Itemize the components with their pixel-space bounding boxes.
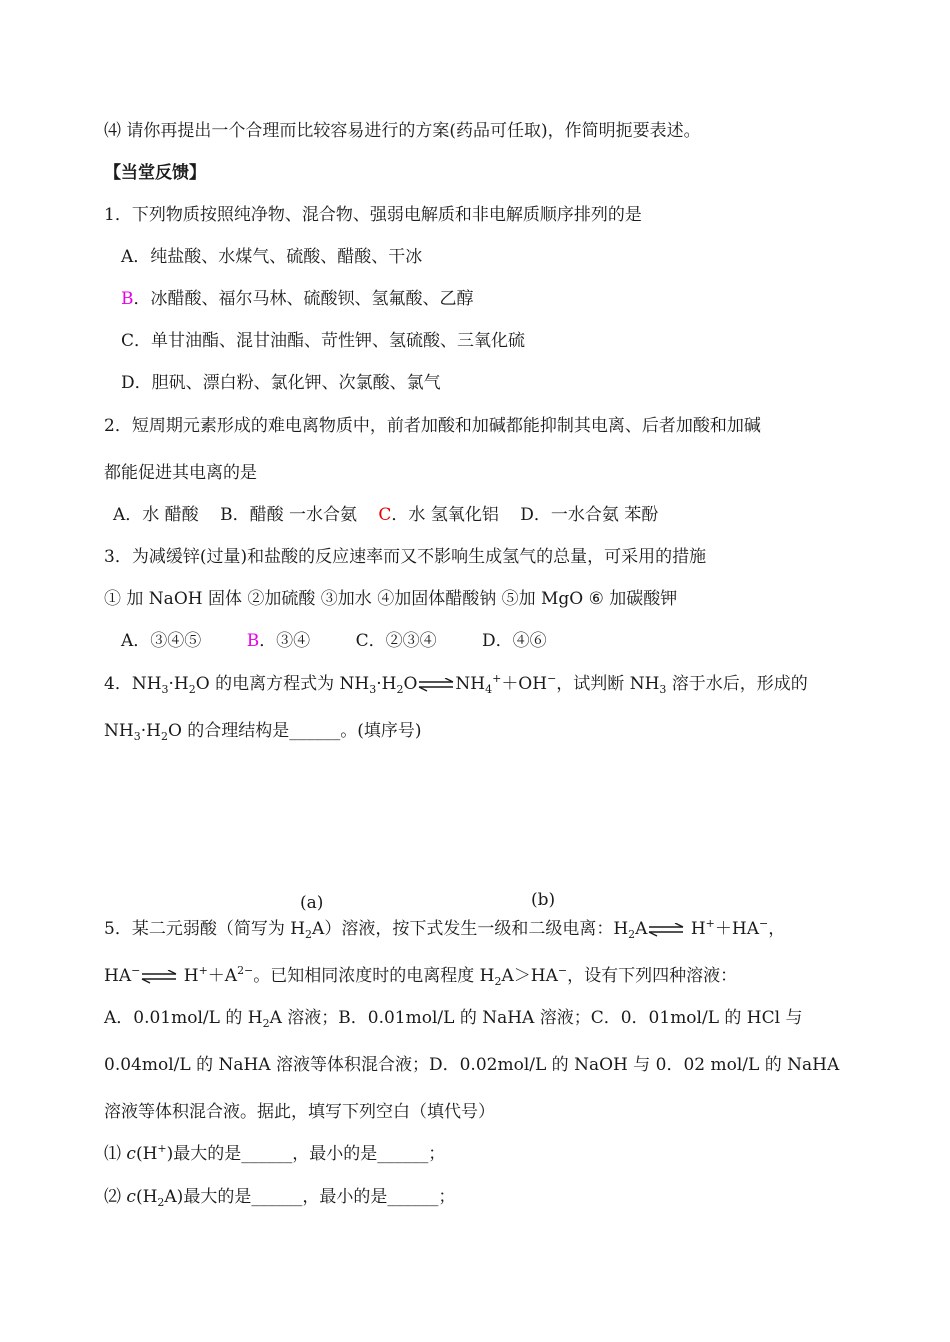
q3-option-a: A．③④⑤: [121, 631, 202, 651]
q3-option-d: D．④⑥: [482, 631, 547, 651]
q1-option-a: A．纯盐酸、水煤气、硫酸、醋酸、干冰: [121, 247, 423, 267]
q5-line3: A．0.01mol/L 的 $H_2A$ 溶液；B．0.01mol/L 的 NaHA 溶液；C．0．01mol/L 的 HCl 与: [104, 1008, 803, 1030]
q1-stem: 1．下列物质按照纯净物、混合物、强弱电解质和非电解质顺序排列的是: [104, 205, 642, 225]
equilibrium-arrow-icon: [140, 970, 178, 984]
q5-line5: 溶液等体积混合液。据此，填写下列空白（填代号）: [104, 1102, 495, 1122]
q4-structure-label-a: (a): [300, 893, 324, 913]
previous-question-4: ⑷ 请你再提出一个合理而比较容易进行的方案(药品可任取)，作简明扼要表述。: [104, 121, 701, 141]
q2-options: [113, 503, 658, 527]
q3-option-c: C．②③④: [355, 631, 437, 651]
equilibrium-arrow-icon: [647, 923, 685, 937]
equilibrium-arrow-icon: [417, 678, 455, 692]
q4-stem-line1: 4．$NH_3\cdot H_2O$ 的电离方程式为 $NH_3\cdot H_2O$ $NH_4^++OH^-$，试判断 $NH_3$ 溶于水后，形成的: [104, 672, 808, 696]
q3-measures: ① 加 NaOH 固体 ②加硫酸 ③加水 ④加固体醋酸钠 ⑤加 MgO ⑥ 加碳酸钾: [104, 589, 678, 609]
q1-option-b-text: ．冰醋酸、福尔马林、硫酸钡、氢氟酸、乙醇: [133, 289, 474, 309]
q3-stem: 3．为减缓锌(过量)和盐酸的反应速率而又不影响生成氢气的总量，可采用的措施: [104, 547, 707, 567]
section-title: 【当堂反馈】: [104, 163, 206, 183]
q4-stem-line2: $NH_3\cdot H_2O$ 的合理结构是______。(填序号): [104, 721, 422, 743]
q5-subquestion-1: ⑴ c(H+)最大的是______，最小的是______；: [104, 1142, 446, 1164]
q2-option-c-text: ．水 氢氧化铝: [391, 505, 499, 525]
q2-stem-line2: 都能促进其电离的是: [104, 463, 257, 483]
q3-option-b-text: ．③④: [259, 631, 311, 651]
q1-option-b-letter: B: [121, 289, 134, 309]
q1-option-c: C．单甘油酯、混甘油酯、苛性钾、氢硫酸、三氧化硫: [121, 331, 526, 351]
q5-subquestion-2: ⑵ $c(H_2A)$最大的是______，最小的是______；: [104, 1187, 456, 1209]
q3-options: [121, 629, 547, 653]
q2-option-d: D．一水合氨 苯酚: [520, 505, 659, 525]
q5-line4: 0.04mol/L 的 NaHA 溶液等体积混合液；D．0.02mol/L 的 NaOH 与 0．02 mol/L 的 NaHA: [104, 1055, 840, 1075]
q4-structure-label-b: (b): [531, 890, 556, 910]
q2-option-a: A．水 醋酸: [113, 505, 199, 525]
q5-line2: HA− $H^++A^{2-}$。已知相同浓度时的电离程度 $H_2A>HA^-$，设有下列四种溶液：: [104, 964, 738, 988]
q3-option-b-letter: B: [246, 631, 260, 651]
q2-option-c-letter: C: [378, 505, 392, 525]
q1-option-d: D．胆矾、漂白粉、氯化钾、次氯酸、氯气: [121, 373, 441, 393]
q1-option-b: [121, 287, 474, 311]
q2-option-b: B．醋酸 一水合氨: [220, 505, 357, 525]
q2-stem-line1: 2．短周期元素形成的难电离物质中，前者加酸和加碱都能抑制其电离、后者加酸和加碱: [104, 416, 761, 436]
q5-line1: 5．某二元弱酸（简写为 $H_2A$）溶液，按下式发生一级和二级电离：$H_2A$ H+＋HA−，: [104, 917, 786, 941]
